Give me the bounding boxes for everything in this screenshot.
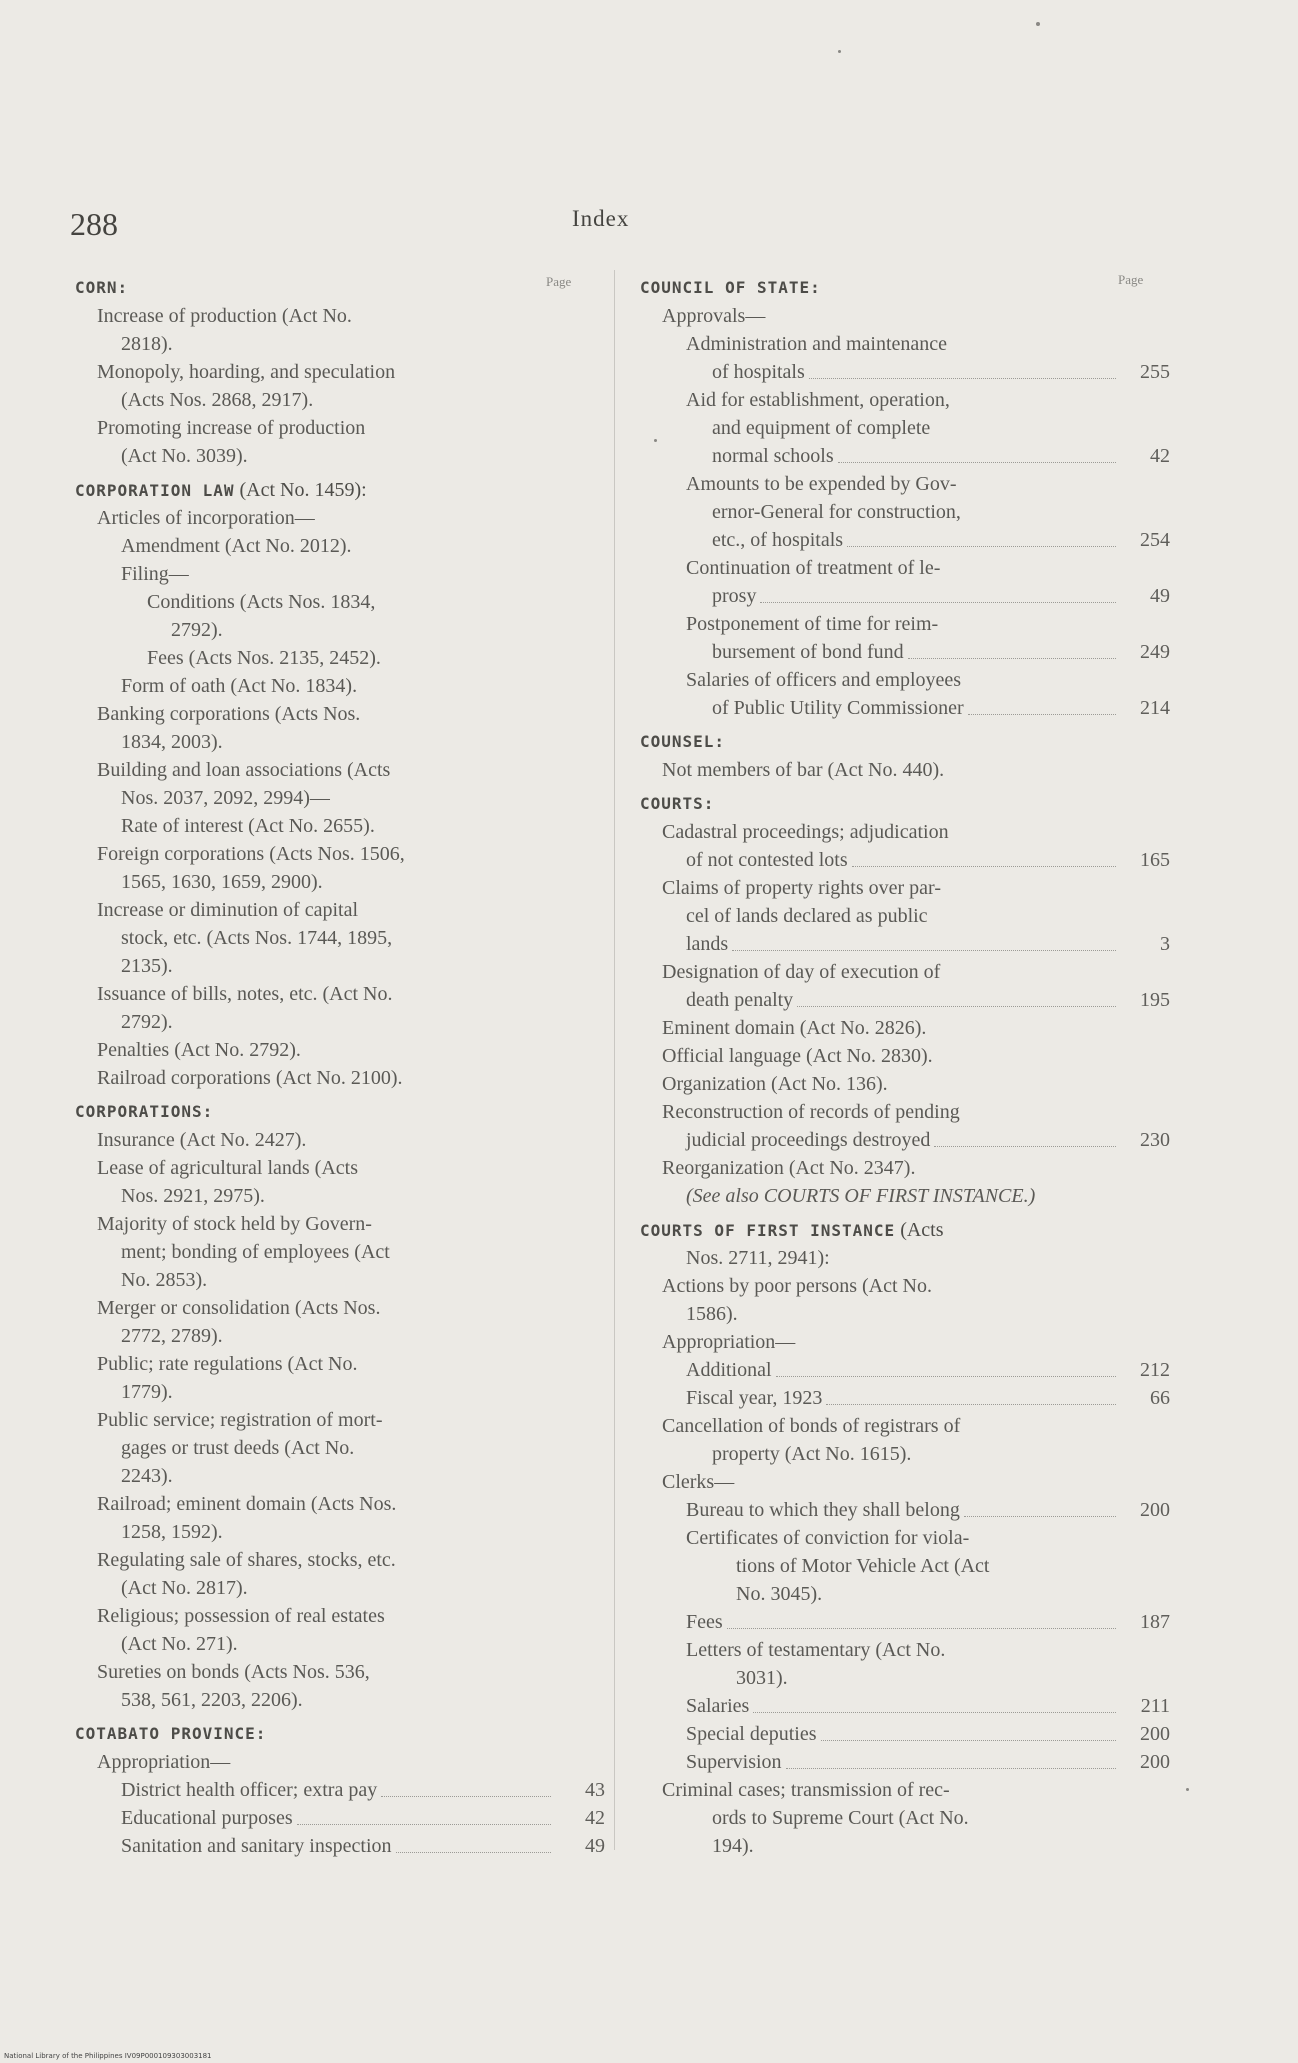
page-reference: 230 [1140,1129,1170,1151]
index-entry [640,846,1170,874]
index-entry [640,1440,1170,1468]
entry-text: (Act No. 271). [121,1633,238,1655]
index-entry [75,330,605,358]
heading-label: COURTS: [640,794,715,813]
index-entry [640,1720,1170,1748]
index-heading [75,1098,605,1126]
index-entry [75,1490,605,1518]
index-entry [75,1602,605,1630]
entry-text: of Public Utility Commissioner [712,697,964,719]
heading-label: COTABATO PROVINCE: [75,1724,267,1743]
dot-leader [968,694,1116,715]
index-entry [640,442,1170,470]
index-entry [75,840,605,868]
index-entry [75,1776,605,1804]
index-entry [75,1406,605,1434]
entry-text: Amounts to be expended by Gov- [686,473,957,495]
entry-text: ords to Supreme Court (Act No. [712,1807,969,1829]
scan-speck [838,50,841,53]
dot-leader [847,526,1116,547]
entry-text: Merger or consolidation (Acts Nos. [97,1297,381,1319]
entry-text: ment; bonding of employees (Act [121,1241,390,1263]
index-entry [640,986,1170,1014]
column-rule [614,270,615,1850]
dot-leader [396,1832,551,1853]
entry-text: Majority of stock held by Govern- [97,1213,372,1235]
entry-text: Appropriation— [97,1751,231,1773]
index-entry [640,1664,1170,1692]
entry-text: Approvals— [662,305,766,327]
dot-leader [760,582,1116,603]
index-entry [640,1244,1170,1272]
index-entry [75,358,605,386]
entry-text: 2243). [121,1465,173,1487]
entry-text: Special deputies [686,1723,817,1745]
index-entry [640,358,1170,386]
entry-text: No. 2853). [121,1269,208,1291]
index-entry [640,1692,1170,1720]
index-heading [75,274,605,302]
entry-text: Cancellation of bonds of registrars of [662,1415,961,1437]
entry-text: 194). [712,1835,754,1857]
page-reference: 165 [1140,849,1170,871]
page-reference: 255 [1140,361,1170,383]
entry-text: Educational purposes [121,1807,293,1829]
entry-text: Administration and maintenance [686,333,948,355]
entry-text: (Act No. 3039). [121,445,248,467]
index-entry [75,504,605,532]
index-entry [75,1518,605,1546]
index-entry [75,414,605,442]
index-entry [75,952,605,980]
entry-text: Conditions (Acts Nos. 1834, [147,591,376,613]
entry-text: Continuation of treatment of le- [686,557,941,579]
entry-text: gages or trust deeds (Act No. [121,1437,355,1459]
index-entry [75,1064,605,1092]
index-entry [640,330,1170,358]
index-entry [640,1272,1170,1300]
index-entry [75,868,605,896]
index-entry [75,644,605,672]
index-entry [75,1182,605,1210]
index-entry [640,666,1170,694]
entry-text: Certificates of conviction for viola- [686,1527,970,1549]
heading-label: CORPORATIONS: [75,1102,214,1121]
index-entry [640,1552,1170,1580]
index-entry [75,1748,605,1776]
entry-text: and equipment of complete [712,417,931,439]
dot-leader [776,1356,1116,1377]
entry-text: Increase or diminution of capital [97,899,359,921]
dot-leader [297,1804,551,1825]
page-reference: 43 [585,1779,605,1801]
entry-text: (Act No. 2817). [121,1577,248,1599]
entry-text: 2792). [171,619,223,641]
scan-speck [1036,22,1040,26]
index-entry [75,1686,605,1714]
index-entry [640,1580,1170,1608]
entry-text: Salaries [686,1695,750,1717]
entry-text: death penalty [686,989,794,1011]
dot-leader [809,358,1116,379]
entry-text: Banking corporations (Acts Nos. [97,703,361,725]
entry-text: 1565, 1630, 1659, 2900). [121,871,323,893]
entry-text: Salaries of officers and employees [686,669,962,691]
page-reference: 195 [1140,989,1170,1011]
entry-text: cel of lands declared as public [686,905,928,927]
entry-text: (Acts Nos. 2868, 2917). [121,389,314,411]
scan-speck [654,439,657,442]
dot-leader [826,1384,1116,1405]
page-reference: 249 [1140,641,1170,663]
index-entry [640,902,1170,930]
entry-text: Actions by poor persons (Act No. [662,1275,932,1297]
entry-text: Organization (Act No. 136). [662,1073,888,1095]
index-entry [640,1154,1170,1182]
index-heading [640,728,1170,756]
entry-text: property (Act No. 1615). [712,1443,912,1465]
entry-text: District health officer; extra pay [121,1779,378,1801]
entry-text: 2792). [121,1011,173,1033]
entry-text: Appropriation— [662,1331,796,1353]
index-entry [75,442,605,470]
index-entry [640,582,1170,610]
entry-text: Promoting increase of production [97,417,366,439]
index-entry [640,1014,1170,1042]
entry-text: Amendment (Act No. 2012). [121,535,352,557]
index-entry [75,1832,605,1860]
dot-leader [797,986,1116,1007]
entry-text: Eminent domain (Act No. 2826). [662,1017,927,1039]
index-entry [640,414,1170,442]
entry-text: 1258, 1592). [121,1521,223,1543]
index-entry [75,1008,605,1036]
index-entry [75,1658,605,1686]
index-entry [75,812,605,840]
index-entry [75,1350,605,1378]
index-entry [640,302,1170,330]
page-number: 288 [70,206,118,242]
index-entry [640,1524,1170,1552]
entry-text: Form of oath (Act No. 1834). [121,675,358,697]
entry-text: Building and loan associations (Acts [97,759,391,781]
entry-text: (See also COURTS OF FIRST INSTANCE.) [686,1185,1036,1207]
index-entry [75,700,605,728]
index-entry [640,1608,1170,1636]
index-entry [640,1804,1170,1832]
page-reference: 42 [1150,445,1170,467]
dot-leader [381,1776,551,1797]
entry-text: Filing— [121,563,189,585]
entry-text: Designation of day of execution of [662,961,941,983]
entry-text: Reconstruction of records of pending [662,1101,960,1123]
index-entry [640,498,1170,526]
index-entry [640,638,1170,666]
entry-text: 1834, 2003). [121,731,223,753]
index-entry [640,1300,1170,1328]
scan-footer: National Library of the Philippines IV09P000109303003181 [4,2052,212,2060]
entry-text: Issuance of bills, notes, etc. (Act No. [97,983,393,1005]
entry-text: Nos. 2921, 2975). [121,1185,265,1207]
dot-leader [838,442,1116,463]
dot-leader [786,1748,1116,1769]
page-column-label-right: Page [1118,272,1144,287]
index-entry [640,526,1170,554]
entry-text: 1779). [121,1381,173,1403]
index-heading [75,476,605,504]
entry-text: lands [686,933,729,955]
entry-text: Foreign corporations (Acts Nos. 1506, [97,843,405,865]
index-entry [640,1636,1170,1664]
index-entry [75,588,605,616]
index-entry [75,728,605,756]
index-entry [75,1036,605,1064]
index-entry [75,1804,605,1832]
index-entry [640,1748,1170,1776]
index-entry [640,1776,1170,1804]
entry-text: 2818). [121,333,173,355]
entry-text: Reorganization (Act No. 2347). [662,1157,916,1179]
entry-text: Rate of interest (Act No. 2655). [121,815,375,837]
index-entry [75,302,605,330]
entry-text: Nos. 2711, 2941): [686,1247,830,1269]
index-heading [75,1720,605,1748]
entry-text: Fees [686,1611,723,1633]
dot-leader [753,1692,1116,1713]
index-entry [640,470,1170,498]
dot-leader [934,1126,1116,1147]
entry-text: Insurance (Act No. 2427). [97,1129,307,1151]
index-entry [640,1832,1170,1860]
dot-leader [727,1608,1116,1629]
entry-text: Lease of agricultural lands (Acts [97,1157,359,1179]
index-entry [640,1468,1170,1496]
heading-note: (Act No. 1459): [234,479,367,501]
entry-text: Aid for establishment, operation, [686,389,950,411]
page-reference: 49 [585,1835,605,1857]
index-entry [75,896,605,924]
entry-text: Articles of incorporation— [97,507,315,529]
right-index-column [640,268,1170,1860]
entry-text: Postponement of time for reim- [686,613,939,635]
entry-text: Not members of bar (Act No. 440). [662,759,945,781]
entry-text: Claims of property rights over par- [662,877,941,899]
entry-text: 2135). [121,955,173,977]
heading-label: CORPORATION LAW [75,481,235,500]
index-entry [75,386,605,414]
entry-text: Cadastral proceedings; adjudication [662,821,949,843]
entry-text: Railroad corporations (Act No. 2100). [97,1067,403,1089]
index-entry [640,930,1170,958]
index-entry [75,1378,605,1406]
dot-leader [908,638,1116,659]
index-entry [75,1546,605,1574]
entry-text: normal schools [712,445,834,467]
index-heading [640,1216,1170,1244]
cross-reference [640,1182,1170,1210]
index-entry [75,924,605,952]
dot-leader [732,930,1116,951]
entry-text: of hospitals [712,361,805,383]
entry-text: Public service; registration of mort- [97,1409,383,1431]
index-entry [640,1098,1170,1126]
entry-text: Supervision [686,1751,782,1773]
index-entry [75,1630,605,1658]
entry-text: Criminal cases; transmission of rec- [662,1779,950,1801]
index-entry [75,1126,605,1154]
page-reference: 187 [1140,1611,1170,1633]
index-entry [640,958,1170,986]
entry-text: 3031). [736,1667,788,1689]
index-entry [75,1434,605,1462]
dot-leader [964,1496,1116,1517]
entry-text: Penalties (Act No. 2792). [97,1039,301,1061]
entry-text: prosy [712,585,757,607]
heading-label: COUNCIL OF STATE: [640,278,821,297]
page-reference: 214 [1140,697,1170,719]
page-reference: 200 [1140,1751,1170,1773]
entry-text: 538, 561, 2203, 2206). [121,1689,303,1711]
index-entry [75,1462,605,1490]
index-entry [640,874,1170,902]
entry-text: stock, etc. (Acts Nos. 1744, 1895, [121,927,393,949]
entry-text: Fees (Acts Nos. 2135, 2452). [147,647,381,669]
index-entry [640,1328,1170,1356]
index-entry [640,1070,1170,1098]
entry-text: bursement of bond fund [712,641,904,663]
index-entry [75,1210,605,1238]
entry-text: Public; rate regulations (Act No. [97,1353,358,1375]
dot-leader [852,846,1116,867]
entry-text: Official language (Act No. 2830). [662,1045,933,1067]
heading-label: COUNSEL: [640,732,726,751]
index-entry [75,1574,605,1602]
left-index-column [75,268,605,1860]
entry-text: Fiscal year, 1923 [686,1387,823,1409]
index-entry [75,532,605,560]
page-reference: 200 [1140,1723,1170,1745]
page-reference: 211 [1140,1695,1170,1717]
index-entry [75,1294,605,1322]
index-entry [640,386,1170,414]
dot-leader [821,1720,1116,1741]
index-entry [640,1042,1170,1070]
entry-text: 2772, 2789). [121,1325,223,1347]
entry-text: Increase of production (Act No. [97,305,352,327]
index-entry [640,694,1170,722]
index-entry [640,1126,1170,1154]
entry-text: Sanitation and sanitary inspection [121,1835,392,1857]
entry-text: Bureau to which they shall belong [686,1499,960,1521]
index-entry [640,1384,1170,1412]
index-entry [75,1266,605,1294]
page-reference: 3 [1160,933,1170,955]
entry-text: Regulating sale of shares, stocks, etc. [97,1549,396,1571]
entry-text: Sureties on bonds (Acts Nos. 536, [97,1661,370,1683]
index-heading [640,790,1170,818]
index-entry [640,554,1170,582]
page-column-label-left: Page [546,274,572,289]
index-entry [640,610,1170,638]
heading-note: (Acts [895,1219,944,1241]
entry-text: etc., of hospitals [712,529,844,551]
entry-text: Clerks— [662,1471,735,1493]
entry-text: Religious; possession of real estates [97,1605,385,1627]
page-reference: 49 [1150,585,1170,607]
index-entry [75,756,605,784]
entry-text: of not contested lots [686,849,848,871]
entry-text: judicial proceedings destroyed [686,1129,931,1151]
entry-text: Letters of testamentary (Act No. [686,1639,946,1661]
entry-text: Nos. 2037, 2092, 2994)— [121,787,330,809]
index-entry [75,784,605,812]
heading-label: COURTS OF FIRST INSTANCE [640,1221,896,1240]
heading-label: CORN: [75,278,129,297]
index-entry [75,1322,605,1350]
entry-text: Railroad; eminent domain (Acts Nos. [97,1493,397,1515]
index-entry [75,1154,605,1182]
entry-text: 1586). [686,1303,738,1325]
index-entry [640,1412,1170,1440]
index-entry [640,818,1170,846]
page-reference: 200 [1140,1499,1170,1521]
index-entry [75,672,605,700]
entry-text: tions of Motor Vehicle Act (Act [736,1555,990,1577]
entry-text: Additional [686,1359,772,1381]
index-entry [75,616,605,644]
page-reference: 254 [1140,529,1170,551]
page-reference: 212 [1140,1359,1170,1381]
index-entry [640,1356,1170,1384]
index-entry [640,1496,1170,1524]
index-heading [640,274,1170,302]
page-reference: 42 [585,1807,605,1829]
index-entry [640,756,1170,784]
index-entry [75,560,605,588]
entry-text: No. 3045). [736,1583,823,1605]
scan-speck [1186,1788,1189,1791]
index-entry [75,980,605,1008]
page-reference: 66 [1150,1387,1170,1409]
index-entry [75,1238,605,1266]
entry-text: Monopoly, hoarding, and speculation [97,361,396,383]
running-head: Index [572,206,630,231]
entry-text: ernor-General for construction, [712,501,961,523]
